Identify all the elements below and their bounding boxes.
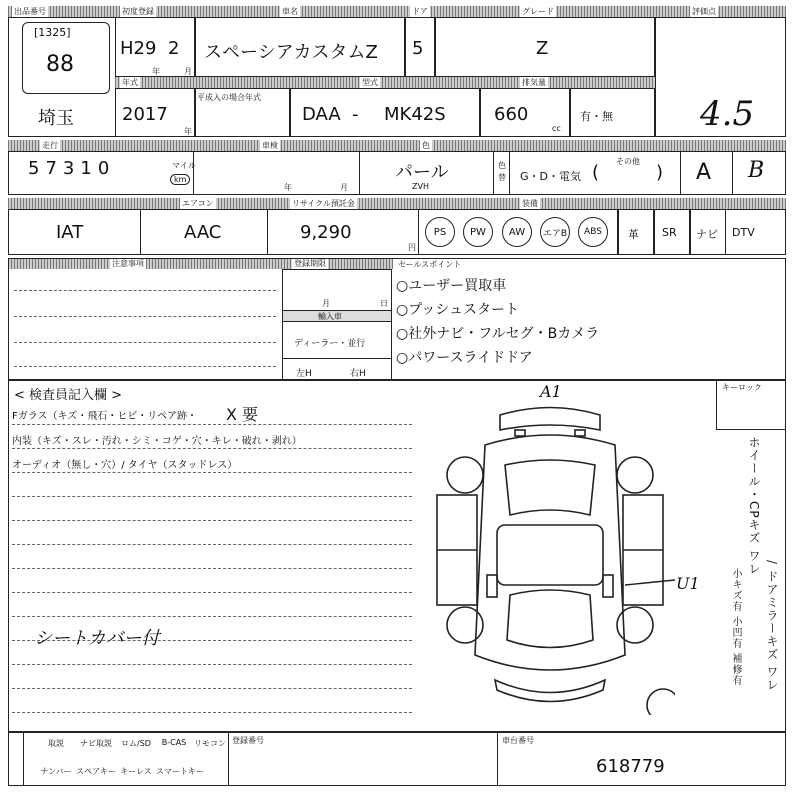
car-diagram: [425, 385, 675, 715]
inspection-month: 月: [340, 183, 348, 192]
first-reg-year-label: 年: [152, 67, 160, 76]
inspector-title: < 検査員記入欄 >: [14, 388, 123, 403]
color-change-label: 色替: [498, 161, 506, 182]
bottom-spare-key: スペアキー: [76, 767, 116, 776]
first-reg-month: 2: [168, 38, 180, 59]
exterior-grade: B: [748, 158, 765, 183]
equip-navi: ナビ: [696, 228, 718, 241]
grade-value: Z: [536, 38, 549, 59]
import-right-hand: 右H: [350, 369, 366, 379]
header-first-reg: 初度登録: [122, 7, 154, 16]
bottom-bcas: B-CAS: [161, 738, 187, 747]
model-prefix: DAA: [302, 104, 341, 125]
header-year-ad: 年式: [122, 78, 138, 87]
year-ad-note: 平成入の場合年式: [197, 93, 261, 102]
model-code: MK42S: [384, 104, 446, 125]
header-notes: 注意事項: [112, 259, 144, 268]
header-sales-points: セールスポイント: [398, 260, 462, 269]
bottom-number: ナンバー: [40, 767, 72, 776]
equip-pw-icon: PW: [463, 217, 493, 247]
score-value: 4.5: [700, 94, 755, 134]
pickup-month: 月: [322, 299, 330, 308]
mileage-digit: 0: [97, 158, 110, 179]
doors-value: 5: [412, 38, 424, 59]
mileage-digit: 1: [80, 158, 92, 179]
equip-sr: SR: [662, 226, 677, 239]
model-sep: -: [352, 104, 359, 125]
first-reg-era: H29: [120, 38, 157, 59]
header-color: 色: [422, 141, 430, 150]
year-ad-suffix: 年: [184, 127, 192, 136]
import-title: 輸入車: [318, 312, 342, 321]
header-key: キーロック: [722, 383, 762, 392]
sales-point-item: ○パワースライドドア: [396, 350, 533, 366]
header-car-name: 車名: [282, 7, 298, 16]
header-inspection: 車検: [262, 141, 278, 150]
equip-abs-icon: ABS: [578, 217, 608, 247]
import-dealer: ディーラー・並行: [294, 339, 366, 349]
color-code: ZVH: [412, 182, 429, 191]
inspection-year: 年: [284, 183, 292, 192]
year-ad: 2017: [122, 104, 168, 125]
color-paren-close: ): [656, 162, 664, 183]
ac-value: AAC: [184, 222, 222, 243]
header-recycle: リサイクル預託金: [292, 199, 355, 208]
first-reg-month-label: 月: [184, 67, 192, 76]
header-mileage: 走行: [42, 141, 58, 150]
bottom-keyless: キーレス: [120, 767, 152, 776]
sales-point-item: ○ユーザー買取車: [396, 278, 507, 294]
recycle-amount: 9,290: [300, 222, 352, 243]
color-paren-open: (: [592, 162, 600, 183]
bottom-navi-manual: ナビ取説: [80, 739, 112, 748]
color-options: G・D・電気: [520, 170, 581, 183]
cc-unit: cc: [552, 124, 561, 133]
handwritten-a1: A1: [540, 382, 562, 401]
color-name: パール: [395, 162, 449, 183]
import-left-hand: 左H: [296, 369, 312, 379]
mileage-digit: 5: [28, 158, 40, 179]
exhibit-bracket: [1325]: [34, 26, 71, 39]
equip-ps-icon: PS: [425, 217, 455, 247]
sales-point-item: ○プッシュスタート: [396, 302, 519, 318]
inspector-audio: オーディオ（無し・穴）/ タイヤ（スタッドレス）: [12, 460, 238, 471]
header-chassis: 車台番号: [502, 736, 534, 745]
bottom-manual: 取説: [48, 739, 64, 748]
prefecture: 埼玉: [38, 108, 74, 129]
mileage-digit: 7: [45, 158, 57, 179]
sales-point-item: ○社外ナビ・フルセグ・Bカメラ: [396, 326, 600, 342]
equip-leather: 革: [628, 228, 639, 241]
right-note-wheel: ホイール・CPキズ ワレ: [747, 436, 761, 576]
inspector-interior: 内装（キズ・スレ・汚れ・シミ・コゲ・穴・キレ・破れ・剥れ）: [12, 436, 302, 447]
equip-aw-icon: AW: [502, 217, 532, 247]
header-reg-no: 登録番号: [232, 736, 264, 745]
turbo: 有・無: [580, 110, 613, 123]
chassis-number: 618779: [596, 756, 665, 777]
bottom-remote: リモコン: [194, 739, 226, 748]
header-cc: 排気量: [522, 78, 546, 87]
bottom-rom-sd: ロム/SD: [121, 739, 151, 748]
inspector-fglass: Fガラス（キズ・飛石・ヒビ・リペア跡・: [12, 411, 198, 422]
right-note-damage: 小キズ有 小凹有 補修有: [730, 568, 741, 687]
header-score: 評価点: [692, 7, 716, 16]
fglass-x-mark: X 要: [226, 405, 259, 424]
header-model: 型式: [362, 78, 378, 87]
color-other: その他: [616, 157, 640, 166]
mileage-digit: 3: [62, 158, 75, 179]
equip-airbag-icon: エアB: [540, 217, 570, 247]
recycle-unit: 円: [408, 243, 416, 252]
mileage-mile: マイル: [172, 161, 196, 170]
header-grade: グレード: [522, 7, 554, 16]
right-note-mirror: / ドアミラーキズ ワレ: [765, 560, 779, 692]
handwritten-u1: U1: [676, 574, 700, 593]
transmission: IAT: [56, 222, 84, 243]
header-ac: エアコン: [182, 199, 214, 208]
header-equipment: 装備: [522, 199, 538, 208]
equip-dtv: DTV: [732, 226, 755, 239]
header-exhibit-no: 出品番号: [14, 7, 46, 16]
exhibit-number: 88: [46, 52, 74, 77]
header-pickup: 登録期限: [294, 259, 326, 268]
mileage-digits: [28, 158, 109, 179]
bottom-smart-key: スマートキー: [156, 767, 204, 776]
pickup-day: 日: [380, 299, 388, 308]
car-name: スペーシアカスタムZ: [204, 42, 378, 63]
mileage-km: km: [170, 174, 190, 185]
header-doors: ドア: [412, 7, 428, 16]
cc-value: 660: [494, 104, 529, 125]
handwritten-note: シートカバー付: [34, 628, 160, 649]
interior-grade: A: [696, 160, 712, 185]
sales-points-list: [396, 274, 599, 370]
